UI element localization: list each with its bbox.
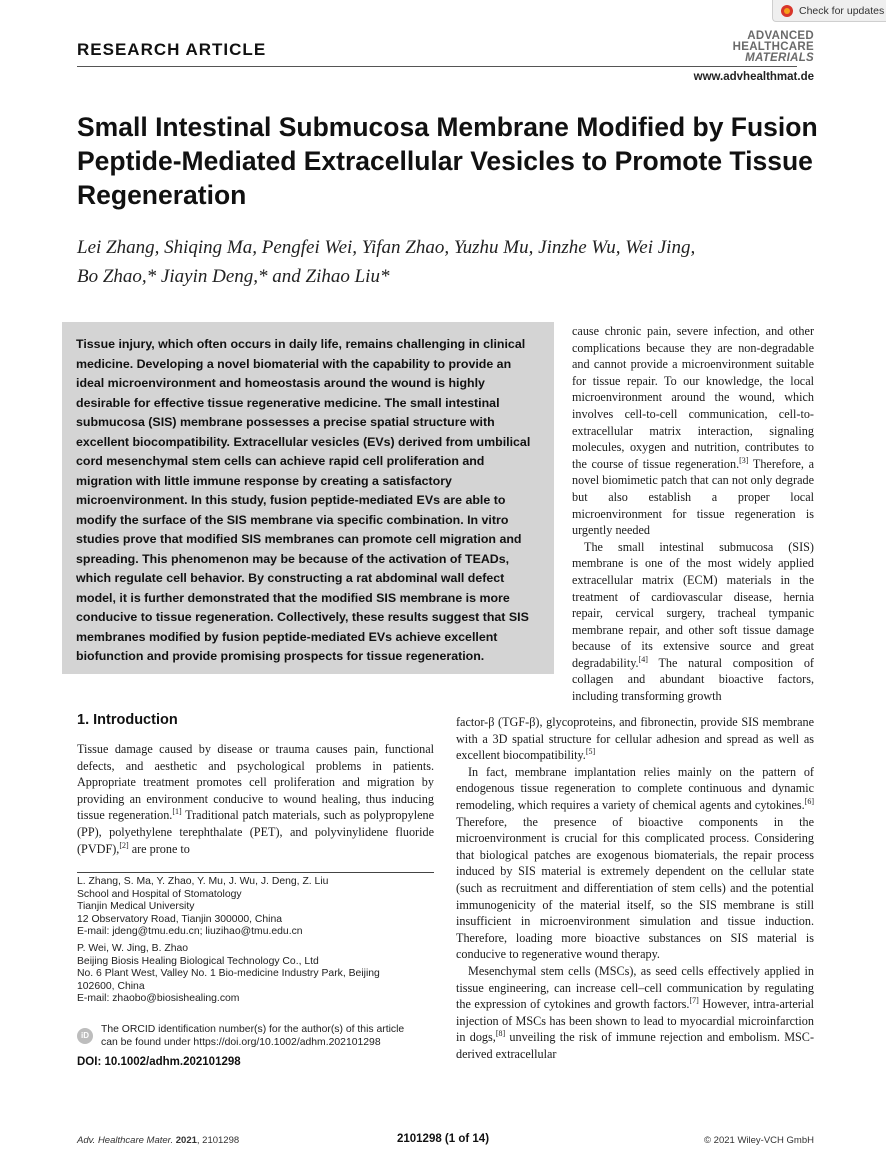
affiliation-line: 102600, China [77, 980, 145, 992]
footer-journal-name: Adv. Healthcare Mater. [77, 1135, 174, 1146]
author-line-1: Lei Zhang, Shiqing Ma, Pengfei Wei, Yifan Zhao, Yuzhu Mu, Jinzhe Wu, Wei Jing, [77, 237, 696, 258]
affiliation-line: No. 6 Plant West, Valley No. 1 Bio-medicine Industry Park, Beijing [77, 968, 380, 980]
affiliation-line: P. Wei, W. Jing, B. Zhao [77, 942, 189, 954]
footer-citation: Adv. Healthcare Mater. 2021, 2101298 [77, 1135, 240, 1146]
paragraph: Tissue damage caused by disease or trauma causes pain, functional defects, and aesthetic and psychological problems in patients. Appropriate treatment promotes cell proliferation and migration by providing an environment conducive to wound healing, thus inducing tissue regeneration.[1] Traditional patch materials, such as polypropylene (PP), polyethylene terephthalate (PET), and polyvinylidene fluoride (PVDF),[2] are prone to [77, 742, 435, 856]
right-column-bottom [456, 714, 814, 1062]
citation[interactable]: [5] [585, 747, 596, 757]
citation[interactable]: [7] [689, 996, 699, 1006]
citation[interactable]: [8] [495, 1029, 506, 1039]
journal-url[interactable]: www.advhealthmat.de [693, 71, 814, 83]
paragraph: Mesenchymal stem cells (MSCs), as seed cells effectively applied in tissue engineering, can increase cell–cell communication by regulating the expression of cytokines and growth factors.[7] However, intra-arterial injection of MSCs has been shown to lead to myocardial microinfarction in dogs,[8] unveiling the risk of immune rejection and embolism. MSC-derived extracellular [456, 963, 814, 1061]
affiliation-line: L. Zhang, S. Ma, Y. Zhao, Y. Mu, J. Wu, J. Deng, Z. Liu [77, 876, 329, 887]
author-list [77, 233, 807, 291]
abstract-text: Tissue injury, which often occurs in daily life, remains challenging in clinical medicine. Developing a novel biomaterial with the capability to provide an ideal microenvironment and homeostasis around the wound is highly desirable for effective tissue regenerative medicine. The small intestinal submucosa (SIS) membrane possesses a precise spatial structure with excellent biocompatibility. Extracellular vesicles (EVs) derived from umbilical cord mesenchymal stem cells can achieve rapid cell proliferation and migration with little immune response by creating a satisfactory microenvironment. In this study, fusion peptide-mediated EVs are able to modify the surface of the SIS membrane via specific combination. In vitro studies prove that modified SIS membranes can promote cell migration and spreading. This phenomenon may be because of the activation of TEADs, which regulate cell behavior. By constructing a rat abdominal wall defect model, it is further demonstrated that the modified SIS membrane is more conducive to tissue regeneration. Collectively, these results suggest that SIS membranes modified by fusion peptide-mediated EVs achieve excellent biofunction and provide promising prospects for tissue regeneration. [76, 337, 531, 663]
right-column-top [572, 323, 814, 705]
section-label: RESEARCH ARTICLE [77, 40, 267, 59]
orcid-icon: iD [77, 1028, 93, 1044]
affiliation-line: School and Hospital of Stomatology [77, 888, 242, 900]
logo-line-1: ADVANCED [747, 30, 814, 42]
orcid-link[interactable]: can be found under https://doi.org/10.1002/adhm.202101298 [101, 1036, 381, 1048]
doi-link[interactable]: DOI: 10.1002/adhm.202101298 [77, 1056, 241, 1068]
affiliation-email[interactable]: E-mail: jdeng@tmu.edu.cn; liuzihao@tmu.edu.cn [77, 926, 303, 938]
check-for-updates-button[interactable] [772, 0, 886, 22]
affiliation-line: Beijing Biosis Healing Biological Technology Co., Ltd [77, 955, 319, 967]
crossmark-icon [781, 5, 793, 17]
introduction-text [77, 741, 434, 857]
orcid-note [77, 1024, 437, 1049]
citation[interactable]: [4] [638, 654, 648, 664]
orcid-text-line-1: The ORCID identification number(s) for the author(s) of this article [101, 1024, 405, 1035]
logo-line-3: MATERIALS [745, 52, 814, 64]
citation[interactable]: [6] [804, 796, 814, 806]
citation[interactable]: [3] [739, 455, 749, 465]
affiliation-email[interactable]: E-mail: zhaobo@biosishealing.com [77, 993, 240, 1005]
citation[interactable]: [1] [172, 807, 182, 817]
paragraph: factor-β (TGF-β), glycoproteins, and fibronectin, provide SIS membrane with a 3D spatial structure for cellular adhesion and spread as well as excellent biocompatibility.[5] [456, 715, 814, 763]
check-for-updates-label: Check for updates [799, 4, 885, 17]
affiliation-line: Tianjin Medical University [77, 901, 195, 913]
affiliation-line: 12 Observatory Road, Tianjin 300000, China [77, 913, 283, 925]
footer-article-number: 2101298 [202, 1135, 240, 1146]
article-title: Small Intestinal Submucosa Membrane Modified by Fusion Peptide-Mediated Extracellular Vesicles to Promote Tissue Regeneration [77, 112, 818, 210]
author-line-2: Bo Zhao,* Jiayin Deng,* and Zihao Liu* [77, 266, 390, 287]
paragraph: cause chronic pain, severe infection, and other complications because they are non-degradable and cannot provide a microenvironment suitable for tissue repair. To our knowledge, the local microenvironment around the wound, which involves cell-to-cell communication, cell-to-extracellular matrix interaction, signaling molecules, oxygen and nutrition, contributes to the course of tissue regeneration.[3] Therefore, a novel biomimetic patch that can not only degrade but also establish a proper local microenvironment for tissue regeneration is urgently needed [572, 324, 815, 538]
section-heading-introduction: 1. Introduction [77, 712, 178, 728]
footer-page-number: 2101298 (1 of 14) [396, 1133, 490, 1145]
journal-logo [708, 31, 814, 64]
affiliation-divider [77, 872, 434, 873]
footer-copyright: © 2021 Wiley-VCH GmbH [704, 1135, 814, 1146]
footer-year: 2021 [175, 1135, 197, 1146]
paragraph: In fact, membrane implantation relies mainly on the pattern of endogenous tissue regeneration to complete continuous and dynamic remodeling, which requires a variety of chemical agents and cytokines.[6] Therefore, the presence of bioactive components in the microenvironment is crucial for this complicated process. Considering that biological patches are exogenous biomaterials, the repair process induced by SIS material is extremely dependent on the cellular state (such as recruitment and differentiation of stem cells) and the potential immunogenicity of the material itself, so the SIS membrane is still insufficient in microenvironment simulation and tissue induction. Therefore, loading more bioactive substances on SIS material is conducive to regenerative wound therapy. [456, 764, 814, 962]
header-divider [77, 66, 797, 67]
paragraph: The small intestinal submucosa (SIS) membrane is one of the most widely applied extracellular matrix (ECM) materials in the treatment of cardiovascular disease, hernia repair, cervical surgery, tracheal tympanic membrane repair, and other soft tissue damage because of its extensive source and great degradability.[4] The natural composition of collagen and abundant bioactive factors, including transforming growth [572, 539, 814, 704]
citation[interactable]: [2] [119, 840, 129, 850]
affiliations [77, 876, 437, 1006]
logo-line-2: HEALTHCARE [732, 41, 814, 53]
